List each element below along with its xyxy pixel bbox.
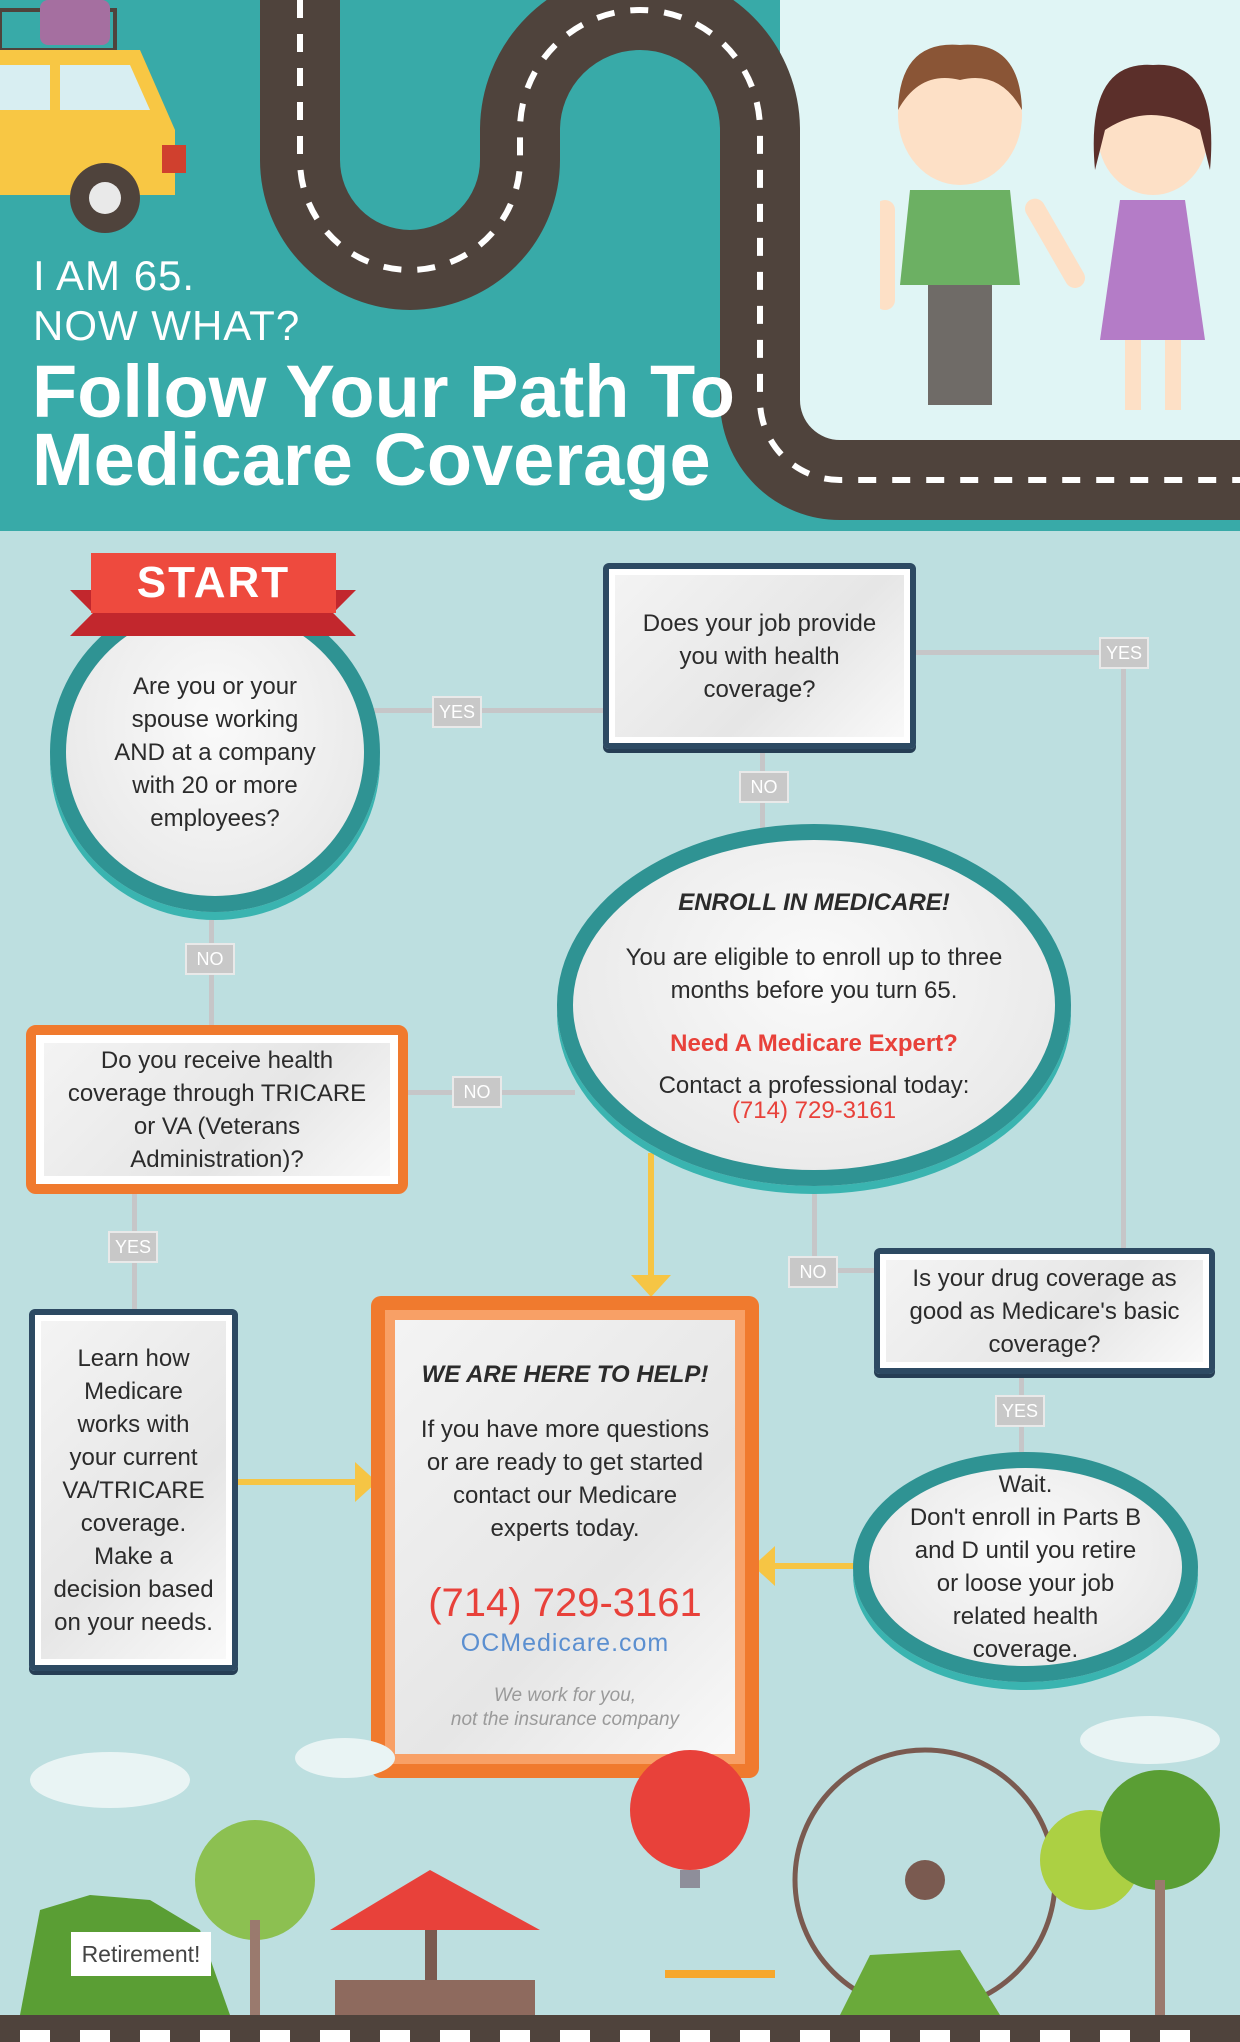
yes-label: YES [432, 696, 482, 728]
drug-question-box [874, 1248, 1215, 1374]
drug-question-text: Is your drug coverage as good as Medicare's basic coverage? [909, 1264, 1180, 1358]
enroll-expert: Need A Medicare Expert? [670, 1030, 958, 1057]
header-title-2: Medicare Coverage [32, 418, 711, 501]
arrow-right [238, 1479, 358, 1485]
couple-illustration [880, 40, 1220, 420]
enroll-ellipse [557, 824, 1071, 1186]
help-phone[interactable]: (714) 729-3161 [428, 1581, 702, 1625]
start-banner: START [91, 553, 336, 613]
job-question-text: Does your job provide you with health coverage? [642, 609, 877, 703]
park-scenery [0, 1700, 1240, 2042]
header-line-1: I AM 65. [33, 252, 196, 299]
learn-text: Learn how Medicare works with your current VA/TRICARE coverage. Make a decision based on your needs. [53, 1344, 214, 1636]
start-question-text: Are you or your spouse working AND at a company with 20 or more employees? [114, 672, 316, 832]
help-body: If you have more questions or are ready to get started contact our Medicare experts today. [420, 1416, 710, 1542]
help-website-link[interactable]: OCMedicare.com [460, 1629, 670, 1657]
start-question-circle [50, 592, 380, 912]
connector-line [370, 708, 610, 713]
header-line-2: NOW WHAT? [33, 302, 301, 349]
header-banner [0, 0, 1240, 531]
wait-line-1: Wait. [998, 1471, 1053, 1498]
learn-box [29, 1309, 238, 1671]
yes-label: YES [108, 1231, 158, 1263]
wait-ellipse [853, 1452, 1198, 1682]
no-label: NO [739, 771, 789, 803]
wait-body: Don't enroll in Parts B and D until you retire or loose your job related health coverage. [909, 1504, 1142, 1663]
enroll-body: You are eligible to enroll up to three months before you turn 65. [625, 944, 1003, 1004]
connector-line [1121, 650, 1126, 1260]
van-illustration [0, 0, 190, 235]
help-tagline-2: not the insurance company [450, 1709, 680, 1730]
job-question-box [603, 563, 916, 749]
header-title-1: Follow Your Path To [32, 350, 735, 433]
no-label: NO [788, 1256, 838, 1288]
tricare-question-box [26, 1025, 408, 1194]
enroll-contact: Contact a professional today: [658, 1072, 970, 1099]
no-label: NO [185, 943, 235, 975]
retirement-sign: Retirement! [71, 1932, 211, 1976]
arrow-down [648, 1153, 654, 1278]
enroll-title: ENROLL IN MEDICARE! [678, 889, 950, 916]
no-label: NO [452, 1076, 502, 1108]
arrow-left [775, 1563, 855, 1569]
enroll-phone[interactable]: (714) 729-3161 [731, 1097, 897, 1124]
help-title: WE ARE HERE TO HELP! [421, 1361, 709, 1388]
arrow-head-icon [631, 1275, 671, 1297]
connector-line [916, 650, 1126, 655]
yes-label: YES [1099, 637, 1149, 669]
yes-label: YES [995, 1395, 1045, 1427]
tricare-question-text: Do you receive health coverage through TRICARE or VA (Veterans Administration)? [67, 1046, 367, 1173]
help-tagline-1: We work for you, [493, 1685, 637, 1706]
